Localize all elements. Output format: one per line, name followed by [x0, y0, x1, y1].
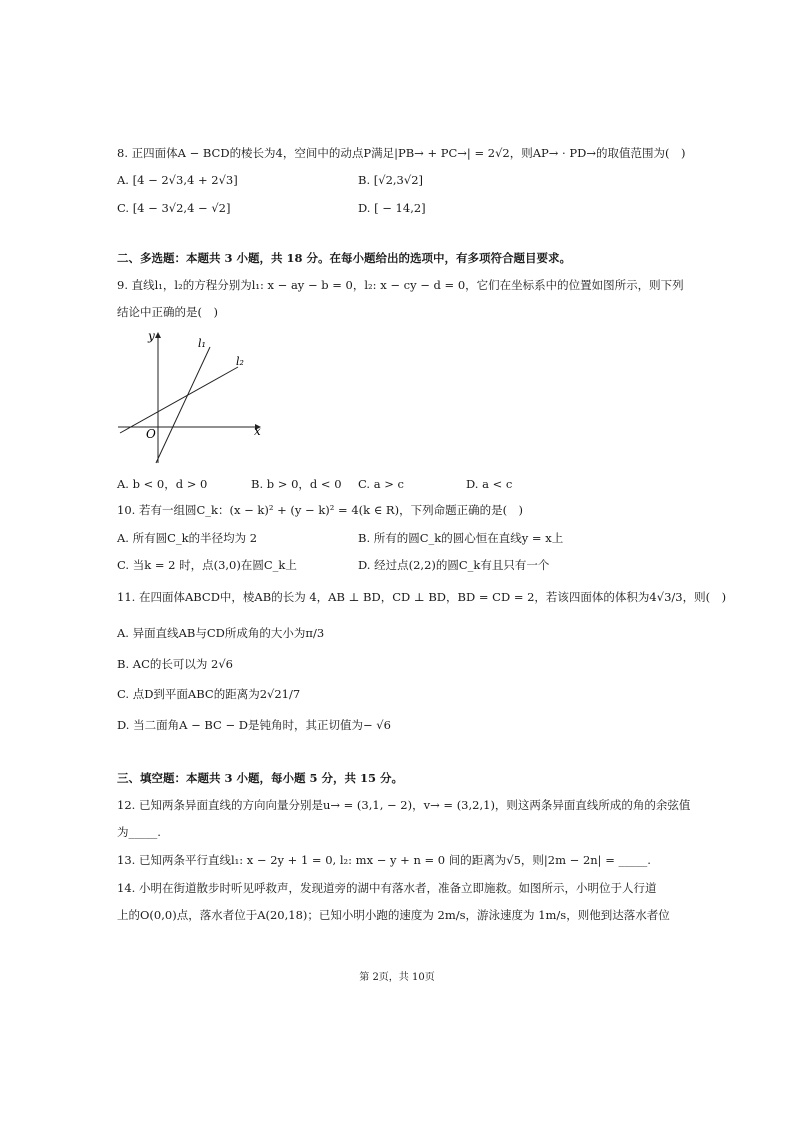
q11-option-c: C. 点D到平面ABC的距离为2√21/7: [117, 687, 301, 701]
q10-option-d: D. 经过点(2,2)的圆C_k有且只有一个: [358, 558, 550, 572]
q8-option-d: D. [ − 14,2]: [358, 201, 426, 215]
q13-stem: 13. 已知两条平行直线l₁: x − 2y + 1 = 0, l₂: mx − y + n = 0 间的距离为√5，则|2m − 2n| = _____.: [117, 853, 651, 867]
q10-option-c: C. 当k = 2 时，点(3,0)在圆C_k上: [117, 558, 297, 572]
x-axis-label: x: [254, 424, 261, 438]
l2-label: l₂: [236, 355, 244, 368]
line-l1: [156, 347, 210, 463]
q12-line1: 12. 已知两条异面直线的方向向量分别是u→ = (3,1, − 2)，v→ = (3,2,1)，则这两条异面直线所成的角的余弦值: [117, 798, 691, 812]
q9-option-a: A. b < 0，d > 0: [117, 477, 208, 491]
q12-line2: 为_____.: [117, 825, 161, 839]
origin-label: O: [146, 427, 156, 441]
page-footer: 第 2页，共 10页: [359, 972, 435, 983]
q10-option-b: B. 所有的圆C_k的圆心恒在直线y = x上: [358, 531, 564, 545]
section-heading-fill-in: 三、填空题：本题共 3 小题，每小题 5 分，共 15 分。: [117, 771, 404, 785]
y-axis-label: y: [148, 329, 155, 343]
q10-option-a: A. 所有圆C_k的半径均为 2: [117, 531, 258, 545]
q8-option-b: B. [√2,3√2]: [358, 173, 423, 187]
q14-line2: 上的O(0,0)点，落水者位于A(20,18)；已知小明小跑的速度为 2m/s，游泳速度为 1m/s，则他到达落水者位: [117, 908, 670, 922]
q9-figure: [112, 325, 272, 467]
q11-option-b: B. AC的长可以为 2√6: [117, 657, 233, 671]
q9-option-c: C. a > c: [358, 477, 404, 491]
q9-option-b: B. b > 0，d < 0: [251, 477, 342, 491]
q11-option-a: A. 异面直线AB与CD所成角的大小为π/3: [117, 626, 325, 640]
q14-line1: 14. 小明在街道散步时听见呼救声，发现道旁的湖中有落水者，准备立即施救。如图所示，小明位于人行道: [117, 881, 657, 895]
q9-stem-line2: 结论中正确的是( ): [117, 305, 218, 319]
l1-label: l₁: [198, 337, 206, 350]
q8-option-a: A. [4 − 2√3,4 + 2√3]: [117, 173, 238, 187]
q8-option-c: C. [4 − 3√2,4 − √2]: [117, 201, 231, 215]
line-l2: [120, 367, 238, 433]
q9-option-d: D. a < c: [466, 477, 513, 491]
q9-stem-line1: 9. 直线l₁，l₂的方程分别为l₁: x − ay − b = 0，l₂: x − cy − d = 0，它们在坐标系中的位置如图所示，则下列: [117, 278, 684, 292]
section-heading-multiple-choice: 二、多选题：本题共 3 小题，共 18 分。在每小题给出的选项中，有多项符合题目要求。: [117, 251, 572, 265]
q10-stem: 10. 若有一组圆C_k：(x − k)² + (y − k)² = 4(k ∈ R)，下列命题正确的是( ): [117, 503, 524, 517]
q8-stem: 8. 正四面体A − BCD的棱长为4，空间中的动点P满足|PB→ + PC→| = 2√2，则AP→ · PD→的取值范围为( ): [117, 146, 686, 160]
q11-option-d: D. 当二面角A − BC − D是钝角时，其正切值为− √6: [117, 718, 391, 732]
q11-stem: 11. 在四面体ABCD中，棱AB的长为 4，AB ⊥ BD，CD ⊥ BD，BD = CD = 2，若该四面体的体积为4√3/3，则( ): [117, 590, 727, 604]
